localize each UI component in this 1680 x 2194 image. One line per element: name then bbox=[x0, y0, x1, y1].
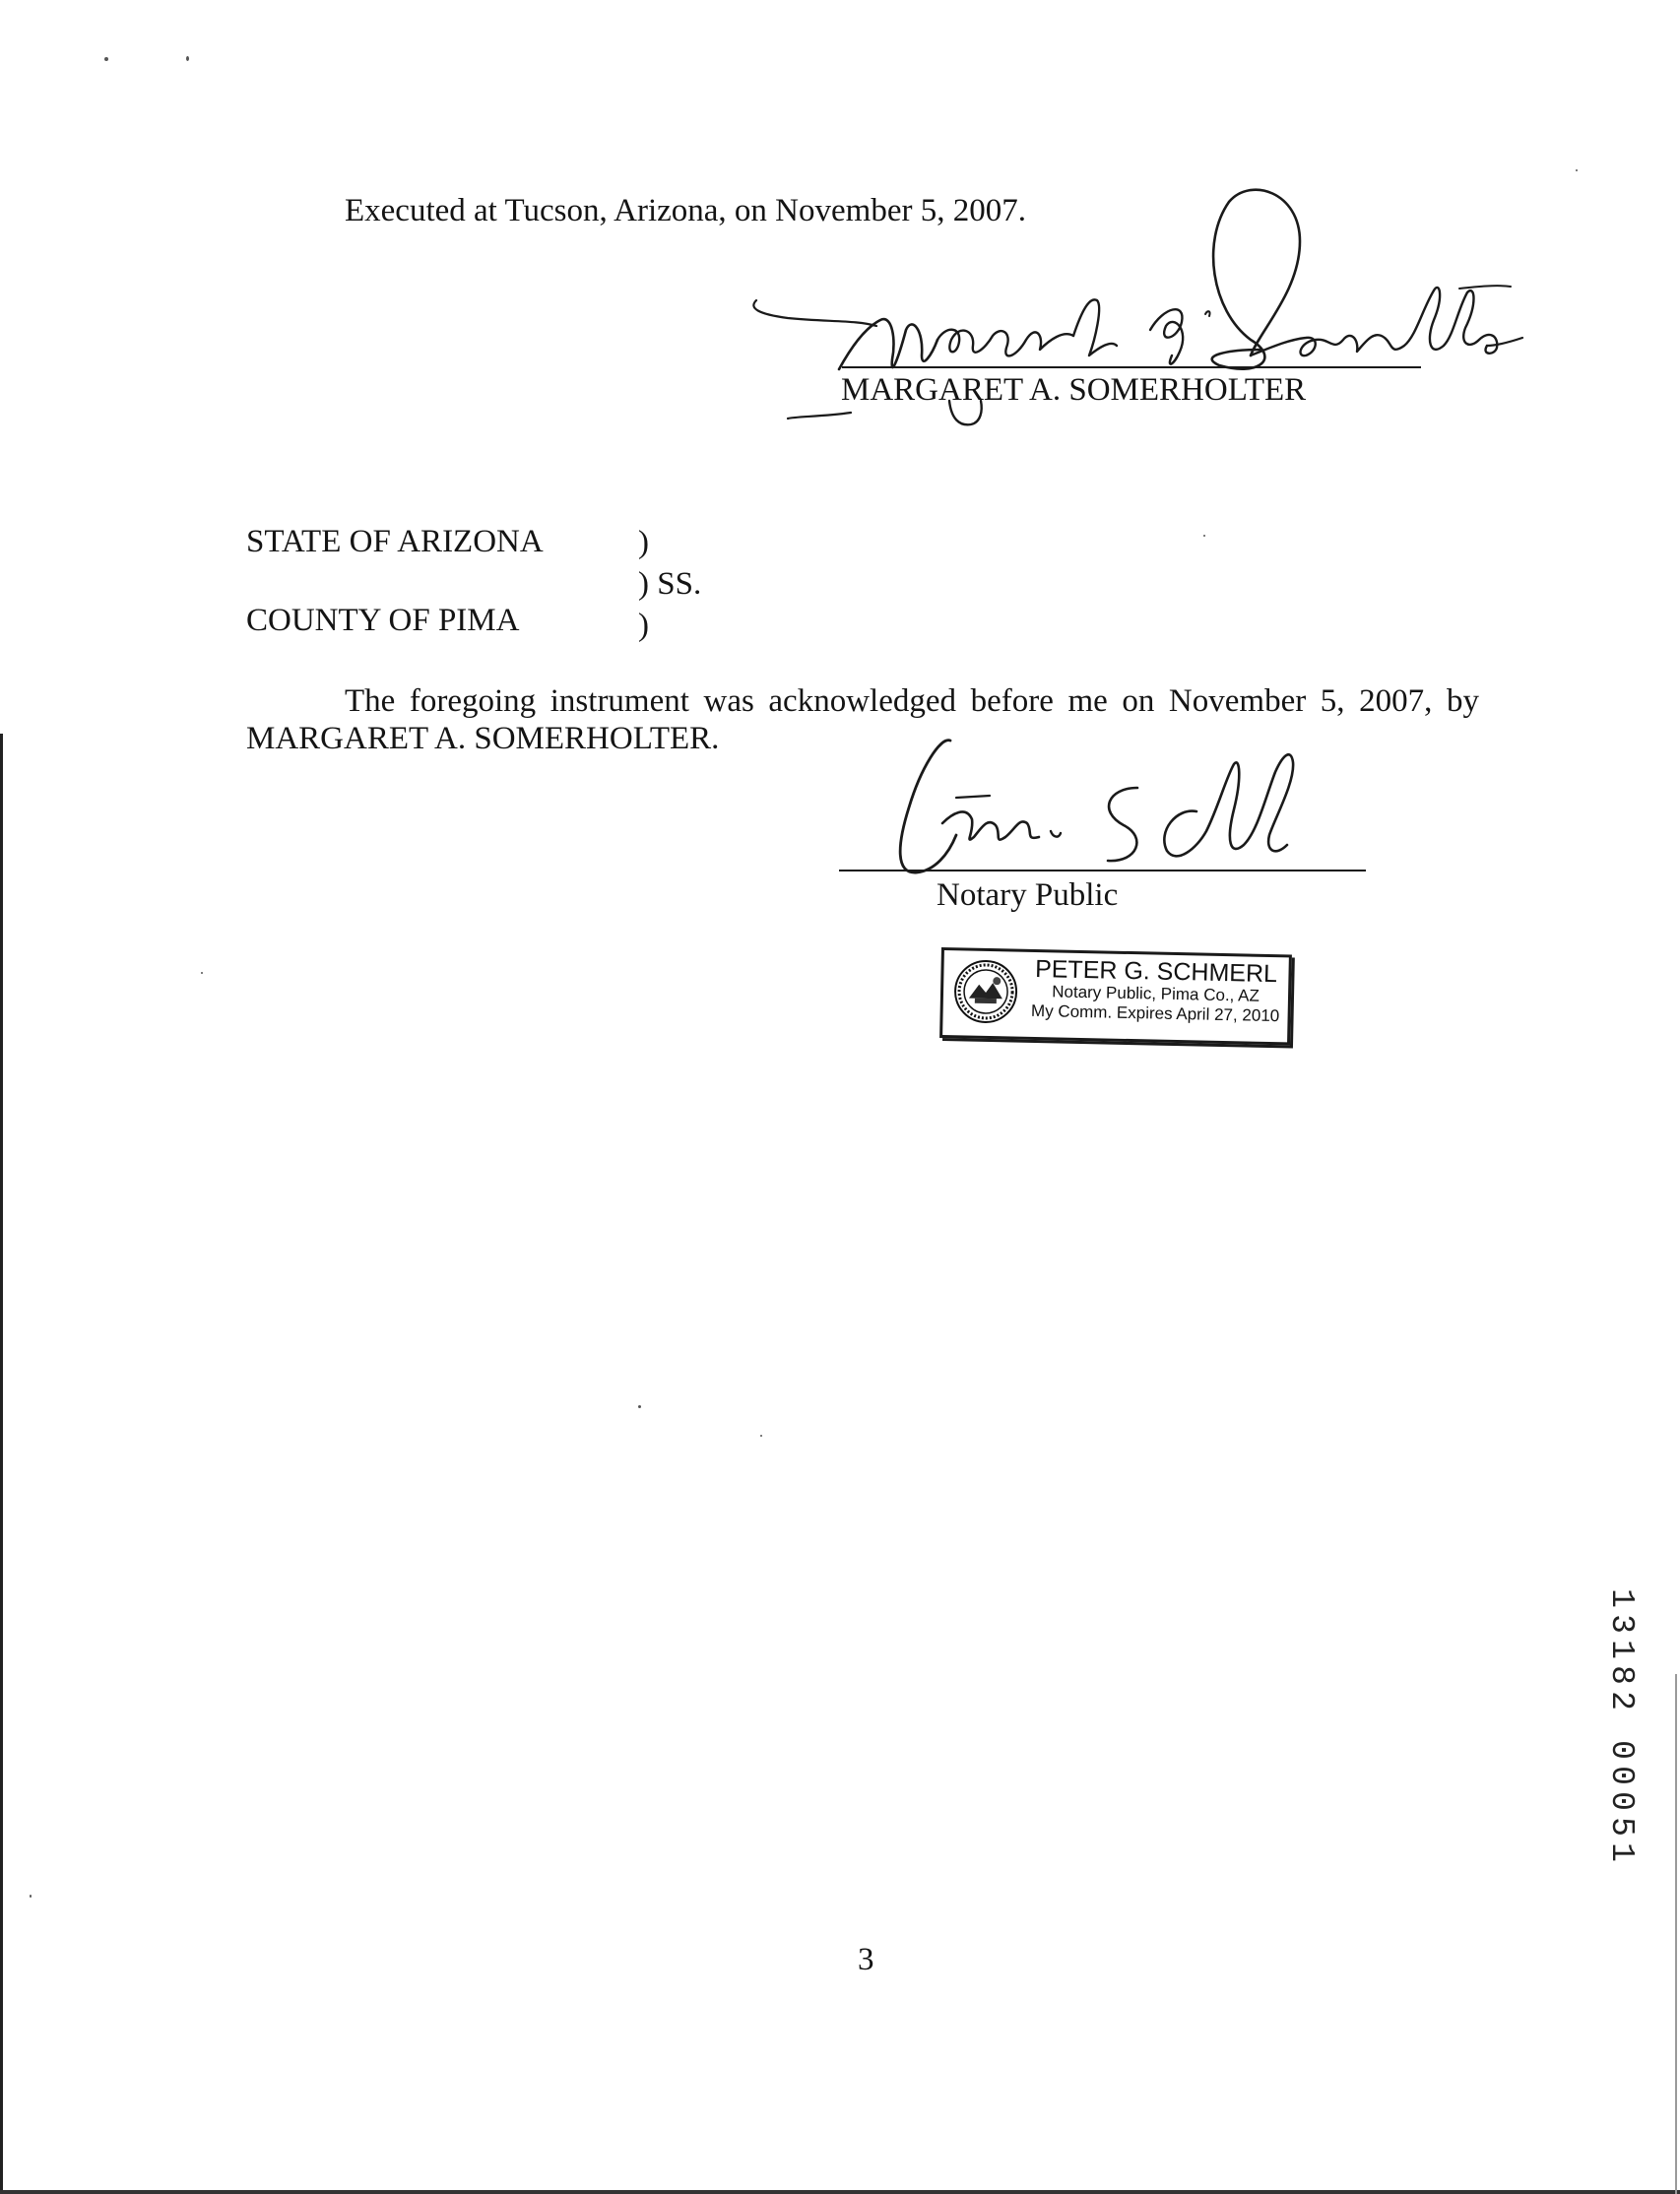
recording-digit: 8 bbox=[1603, 1665, 1640, 1685]
signer-signature-line bbox=[842, 366, 1421, 368]
notary-signature-line bbox=[839, 870, 1366, 871]
ack-word: was bbox=[703, 683, 754, 719]
scan-speck bbox=[638, 1405, 641, 1408]
recording-digit: 0 bbox=[1603, 1766, 1640, 1785]
page-number: 3 bbox=[858, 1942, 874, 1977]
venue-county: COUNTY OF PIMA bbox=[246, 603, 520, 638]
recording-number bbox=[1605, 1585, 1645, 1865]
ack-word: The bbox=[345, 683, 396, 719]
venue-paren: ) bbox=[638, 525, 649, 560]
recording-digit: 2 bbox=[1603, 1691, 1640, 1710]
notary-stamp bbox=[939, 947, 1292, 1045]
recording-digit: 0 bbox=[1603, 1740, 1640, 1760]
recording-digit: 1 bbox=[1603, 1640, 1640, 1659]
recording-digit: 1 bbox=[1603, 1588, 1640, 1608]
recording-digit: 3 bbox=[1603, 1614, 1640, 1634]
recording-digit: 5 bbox=[1603, 1817, 1640, 1837]
venue-state: STATE OF ARIZONA bbox=[246, 524, 544, 559]
ack-word: foregoing bbox=[409, 683, 537, 719]
notary-caption: Notary Public bbox=[937, 877, 1119, 913]
recording-digit: 1 bbox=[1603, 1842, 1640, 1862]
signer-printed-name: MARGARET A. SOMERHOLTER bbox=[841, 372, 1307, 408]
ack-word: on bbox=[1122, 683, 1155, 719]
scan-speck bbox=[201, 972, 203, 974]
stamp-jurisdiction: Notary Public, Pima Co., AZ bbox=[1052, 982, 1260, 1006]
ack-word: 5, bbox=[1320, 683, 1345, 719]
scan-edge-bottom bbox=[0, 2190, 1680, 2194]
ack-word: 2007, bbox=[1359, 683, 1433, 719]
venue-ss: ) SS. bbox=[638, 566, 702, 602]
ack-word: November bbox=[1168, 683, 1307, 719]
acknowledgment-line-2: MARGARET A. SOMERHOLTER. bbox=[246, 721, 720, 756]
stamp-notary-name: PETER G. SCHMERL bbox=[1034, 955, 1278, 989]
scan-speck bbox=[104, 57, 108, 61]
scan-speck bbox=[30, 1895, 32, 1898]
ack-word: before bbox=[970, 683, 1054, 719]
scan-edge-left bbox=[0, 734, 3, 2194]
ack-word: acknowledged bbox=[768, 683, 956, 719]
venue-paren: ) bbox=[638, 608, 649, 643]
ack-word: instrument bbox=[549, 683, 689, 719]
stamp-text bbox=[1029, 956, 1281, 1026]
ack-word: me bbox=[1067, 683, 1108, 719]
acknowledgment-line-1 bbox=[345, 683, 1479, 719]
scan-speck bbox=[1576, 169, 1578, 171]
state-seal-icon bbox=[952, 958, 1018, 1024]
notary-signature bbox=[872, 729, 1325, 886]
scan-edge-right bbox=[1675, 1674, 1677, 2194]
scan-speck bbox=[186, 56, 189, 61]
recording-digit: 0 bbox=[1603, 1791, 1640, 1811]
scan-speck bbox=[1203, 535, 1205, 537]
scan-speck bbox=[760, 1435, 762, 1437]
ack-word: by bbox=[1446, 683, 1479, 719]
stamp-commission-expiry: My Comm. Expires April 27, 2010 bbox=[1030, 1000, 1280, 1025]
executed-line: Executed at Tucson, Arizona, on November 5, 2007. bbox=[345, 193, 1026, 228]
